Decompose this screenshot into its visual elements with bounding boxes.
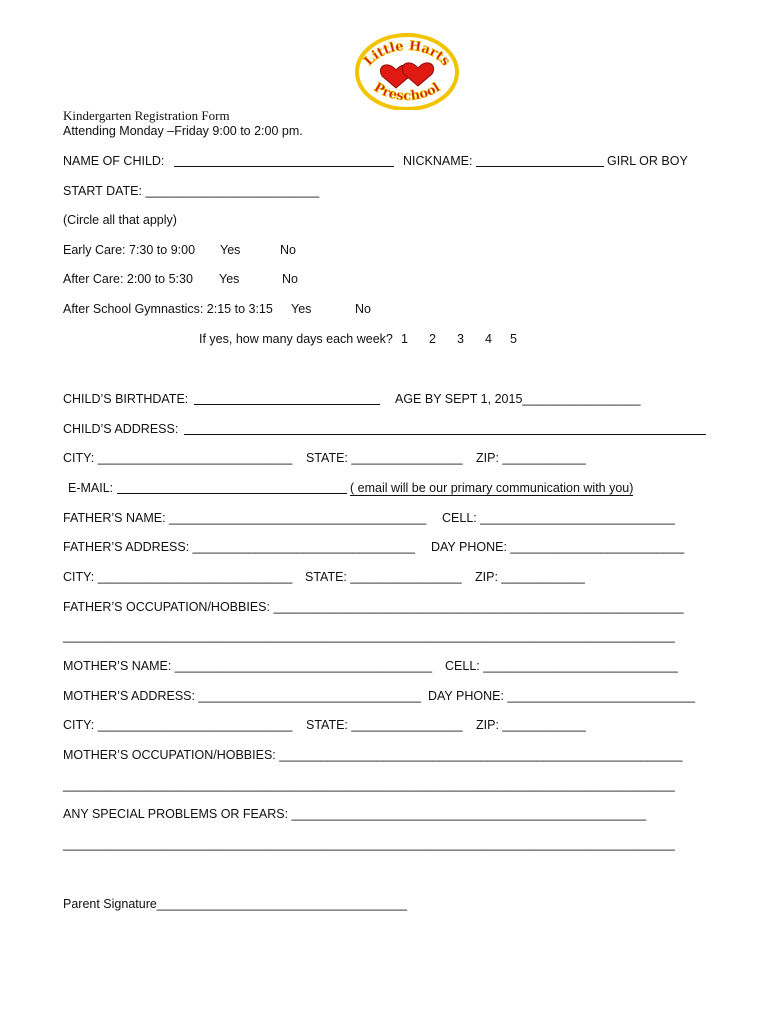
days-option[interactable]: 1 [401, 332, 408, 346]
early-care-label: Early Care: 7:30 to 9:00 [63, 243, 196, 257]
email-label: E-MAIL: [68, 481, 114, 495]
after-care-no[interactable]: No [282, 272, 298, 286]
after-care-label: After Care: 2:00 to 5:30 [63, 272, 193, 286]
start-date-field[interactable]: START DATE: _________________________ [63, 184, 320, 198]
special-problems-field[interactable]: ANY SPECIAL PROBLEMS OR FEARS: ___________________________________________________ [63, 807, 647, 821]
birthdate-field[interactable] [194, 392, 380, 405]
child-address-field[interactable] [184, 422, 706, 435]
child-city-field[interactable]: CITY: ____________________________ [63, 451, 293, 465]
days-option[interactable]: 5 [510, 332, 517, 346]
mother-name-field[interactable]: MOTHER’S NAME: _____________________________________ [63, 659, 433, 673]
mother-occupation-field[interactable]: MOTHER’S OCCUPATION/HOBBIES: __________________________________________________________ [63, 748, 683, 762]
child-zip-field[interactable]: ZIP: ____________ [476, 451, 586, 465]
days-question: If yes, how many days each week? [199, 332, 393, 346]
preschool-logo [352, 28, 462, 110]
mother-occupation-extra-line[interactable]: ________________________________________________________________________________________ [63, 778, 675, 792]
attending-hours: Attending Monday –Friday 9:00 to 2:00 pm. [63, 124, 303, 138]
email-field[interactable] [117, 481, 347, 494]
days-option[interactable]: 4 [485, 332, 492, 346]
after-care-yes[interactable]: Yes [219, 272, 240, 286]
special-problems-extra-line[interactable]: ________________________________________________________________________________________ [63, 837, 675, 851]
days-option[interactable]: 2 [429, 332, 436, 346]
child-name-label: NAME OF CHILD: [63, 154, 165, 168]
gymnastics-label: After School Gymnastics: 2:15 to 3:15 [63, 302, 273, 316]
heart-icon [402, 63, 433, 86]
mother-day-phone-field[interactable]: DAY PHONE: ___________________________ [428, 689, 696, 703]
early-care-no[interactable]: No [280, 243, 296, 257]
gymnastics-no[interactable]: No [355, 302, 371, 316]
child-state-field[interactable]: STATE: ________________ [306, 451, 463, 465]
father-address-field[interactable]: FATHER’S ADDRESS: ________________________________ [63, 540, 416, 554]
father-cell-field[interactable]: CELL: ____________________________ [442, 511, 675, 525]
birthdate-label: CHILD’S BIRTHDATE: [63, 392, 189, 406]
nickname-field[interactable] [476, 154, 604, 167]
parent-signature-field[interactable]: Parent Signature____________________________________ [63, 897, 408, 911]
nickname-label: NICKNAME: [403, 154, 473, 168]
child-name-field[interactable] [174, 154, 394, 167]
circle-note: (Circle all that apply) [63, 213, 177, 227]
days-option[interactable]: 3 [457, 332, 464, 346]
gender-options[interactable]: GIRL OR BOY [607, 154, 688, 168]
mother-address-field[interactable]: MOTHER’S ADDRESS: ________________________________ [63, 689, 421, 703]
gymnastics-yes[interactable]: Yes [291, 302, 312, 316]
father-city-field[interactable]: CITY: ____________________________ [63, 570, 293, 584]
mother-city-field[interactable]: CITY: ____________________________ [63, 718, 293, 732]
father-state-field[interactable]: STATE: ________________ [305, 570, 462, 584]
mother-zip-field[interactable]: ZIP: ____________ [476, 718, 586, 732]
logo-text-top: Little Harts [361, 38, 453, 70]
child-address-label: CHILD’S ADDRESS: [63, 422, 179, 436]
father-occupation-extra-line[interactable]: ________________________________________________________________________________________ [63, 629, 675, 643]
form-title: Kindergarten Registration Form [63, 108, 230, 123]
early-care-yes[interactable]: Yes [220, 243, 241, 257]
mother-cell-field[interactable]: CELL: ____________________________ [445, 659, 678, 673]
father-day-phone-field[interactable]: DAY PHONE: _________________________ [431, 540, 685, 554]
father-name-field[interactable]: FATHER’S NAME: _____________________________________ [63, 511, 427, 525]
age-field[interactable]: AGE BY SEPT 1, 2015_________________ [395, 392, 641, 406]
father-zip-field[interactable]: ZIP: ____________ [475, 570, 585, 584]
email-note: ( email will be our primary communication with you) [350, 481, 634, 495]
father-occupation-field[interactable]: FATHER’S OCCUPATION/HOBBIES: ___________________________________________________________ [63, 600, 684, 614]
mother-state-field[interactable]: STATE: ________________ [306, 718, 463, 732]
logo-text-bottom: Preschool [370, 80, 444, 105]
